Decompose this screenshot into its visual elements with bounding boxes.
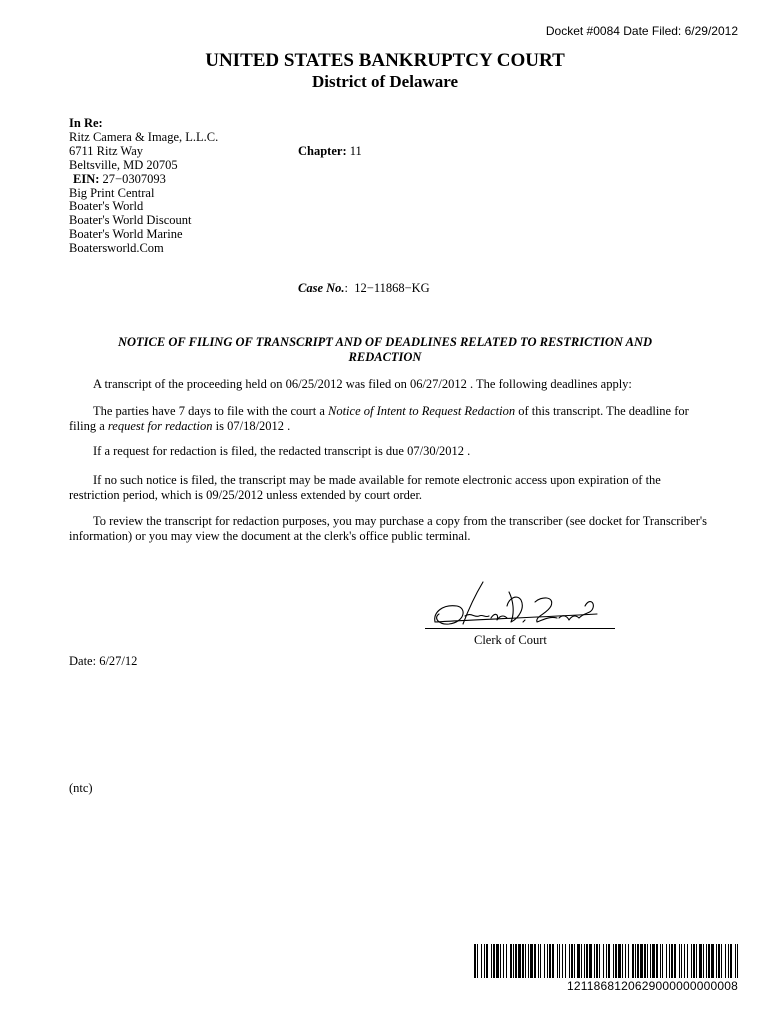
paragraph-transcript-filed: A transcript of the proceeding held on 06/25/2012 was filed on 06/27/2012 . The following deadlines apply: [93,377,632,391]
ntc-code: (ntc) [69,781,93,795]
paragraph-redacted-due: If a request for redaction is filed, the redacted transcript is due 07/30/2012 . [93,444,471,458]
notice-title: NOTICE OF FILING OF TRANSCRIPT AND OF DEADLINES RELATED TO RESTRICTION AND REDACTION [117,335,653,364]
barcode-number: 1211868120629000000000008 [567,979,738,993]
docket-header: Docket #0084 Date Filed: 6/29/2012 [545,24,738,38]
chapter-label: Chapter: [298,144,347,158]
debtor-address-line1: 6711 Ritz Way [69,143,143,158]
in-re-block [69,117,218,256]
ein-line [69,173,218,187]
para2-italic-notice: Notice of Intent to Request Redaction [328,404,516,418]
para2-text-b: of this transcript. The deadline for filing a [69,404,689,433]
case-label: Case No. [298,281,345,295]
clerk-of-court-label: Clerk of Court [474,633,547,647]
paragraph-redaction-notice [69,404,709,433]
date-line: Date: 6/27/12 [69,654,138,668]
case-number: 12−11868−KG [354,281,430,295]
para2-italic-request: request for redaction [107,418,213,433]
in-re-label: In Re: [69,116,103,130]
para2-text-a: The parties have 7 days to file with the court a [93,404,328,418]
alias-item: Boatersworld.Com [69,241,164,256]
signature-line [425,628,615,629]
chapter-value: 11 [349,144,362,158]
ein-value: 27−0307093 [102,171,166,186]
court-title: UNITED STATES BANKRUPTCY COURT [205,50,565,71]
barcode-graphic [474,944,738,978]
chapter-line [298,144,362,159]
ein-label: EIN: [73,171,100,186]
case-number-line: Case No.: 12−11868−KG [298,281,430,295]
debtor-name: Ritz Camera & Image, L.L.C. [69,129,219,144]
alias-item: Big Print Central [69,185,155,200]
para2-text-c: is 07/18/2012 . [212,418,291,433]
paragraph-review-transcript: To review the transcript for redaction purposes, you may purchase a copy from the transcriber (see docket for Transcriber's information) or you may view the document at the clerk's office public terminal. [69,514,708,543]
alias-item: Boater's World [69,199,144,214]
court-district: District of Delaware [311,72,459,91]
alias-item: Boater's World Marine [69,227,183,242]
debtor-address-line2: Beltsville, MD 20705 [69,157,178,172]
alias-item: Boater's World Discount [69,213,192,228]
clerk-signature [425,578,615,630]
paragraph-remote-access: If no such notice is filed, the transcript may be made available for remote electronic access upon expiration of the restriction period, which is 09/25/2012 unless extended by court order. [69,473,661,502]
